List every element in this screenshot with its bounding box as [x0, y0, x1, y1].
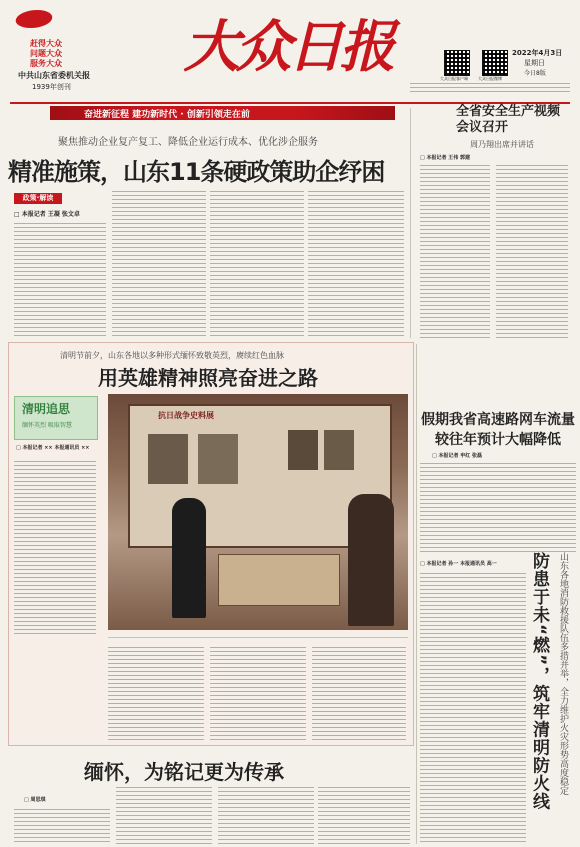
safety-body-col-1 [420, 162, 490, 338]
safety-byline: □ 本报记者 王伟 郭建 [420, 155, 470, 161]
photo-exhibit-title: 抗日战争史料展 [158, 411, 214, 420]
founded: 1939年创刊 [32, 83, 71, 91]
feature-photo [108, 394, 408, 630]
qr-label-weibo: 大众日报微博 [478, 76, 502, 81]
column-divider [410, 108, 411, 338]
second-body-col-1 [14, 806, 110, 844]
lead-byline: □ 本报记者 王凝 张文卓 [14, 211, 80, 218]
photo-person-right [348, 494, 394, 626]
publisher: 中共山东省委机关报 [18, 71, 90, 80]
slogan-1: 赶得大众 [30, 38, 62, 48]
issue-weekday: 星期日 [524, 59, 545, 67]
photo-portrait-3 [288, 430, 318, 470]
slogans [30, 38, 100, 68]
photo-display-case [218, 554, 340, 606]
second-headline: 缅怀，为铭记更为传承 [84, 760, 284, 784]
photo-portrait-4 [324, 430, 354, 470]
feature-box-title: 清明追思 [22, 402, 71, 416]
second-body-col-4 [318, 784, 410, 844]
lead-tag: 政策·解读 [14, 193, 62, 204]
banner-slogan: 奋进新征程 建功新时代 · 创新引领走在前 [84, 110, 250, 120]
fire-body [420, 570, 526, 844]
lead-body-col-1 [14, 220, 106, 338]
right-divider [416, 344, 417, 844]
issue-date: 2022年4月3日 [512, 49, 563, 57]
qr-code-app-icon [444, 50, 470, 76]
fire-vertical-subhead: 山东各地消防救援队伍多措并举，全力维护火灾形势高度稳定 [558, 552, 568, 795]
safety-subline: 周乃翔出席并讲话 [470, 140, 534, 149]
feature-kicker: 清明节前夕，山东各地以多种形式缅怀致敬英烈，赓续红色血脉 [60, 351, 284, 360]
feature-body-col-2 [108, 644, 204, 740]
second-body-col-2 [116, 784, 212, 844]
slogan-2: 问题大众 [30, 48, 62, 58]
safety-body-col-2 [496, 162, 568, 338]
photo-caption-line [108, 634, 408, 640]
qr-code-weibo-icon [482, 50, 508, 76]
feature-body-col-4 [312, 644, 406, 740]
feature-body-col-3 [210, 644, 306, 740]
photo-person-left [172, 498, 206, 618]
feature-box-sub: 缅怀英烈 吸取智慧 [22, 422, 72, 429]
second-body-col-3 [218, 784, 314, 844]
lead-headline: 精准施策，山东11条硬政策助企纾困 [8, 158, 385, 186]
lead-body-col-4 [308, 188, 404, 338]
photo-portrait-2 [198, 434, 238, 484]
slogan-3: 服务大众 [30, 58, 62, 68]
fire-byline: □ 本报记者 孙一 本报通讯员 高一 [420, 561, 497, 567]
issue-edition: 今日8版 [524, 70, 546, 77]
traffic-byline: □ 本报记者 申红 张磊 [432, 453, 482, 459]
lead-body-col-3 [210, 188, 304, 338]
lead-body-col-2 [112, 188, 206, 338]
traffic-body [420, 460, 576, 554]
feature-body-left [14, 458, 96, 634]
second-byline: □ 周思琪 [24, 797, 46, 803]
fire-vertical-headline: 防患于未“燃”，筑牢清明防火线 [529, 552, 549, 811]
lead-kicker: 聚焦推动企业复产复工、降低企业运行成本、优化涉企服务 [58, 137, 318, 148]
feature-byline: □ 本报记者 ×× 本报通讯员 ×× [16, 445, 90, 451]
issue-info-lines [410, 80, 570, 94]
photo-portrait-1 [148, 434, 188, 484]
qr-label-app: 大众日报客户端 [440, 76, 468, 81]
newspaper-logo: 大众日报 [183, 14, 392, 80]
safety-headline: 全省安全生产视频会议召开 [456, 104, 561, 135]
masthead [0, 0, 580, 102]
feature-headline: 用英雄精神照亮奋进之路 [98, 366, 318, 390]
traffic-headline: 假期我省高速路网车流量较往年预计大幅降低 [421, 412, 575, 448]
logo-emblem [16, 10, 60, 34]
